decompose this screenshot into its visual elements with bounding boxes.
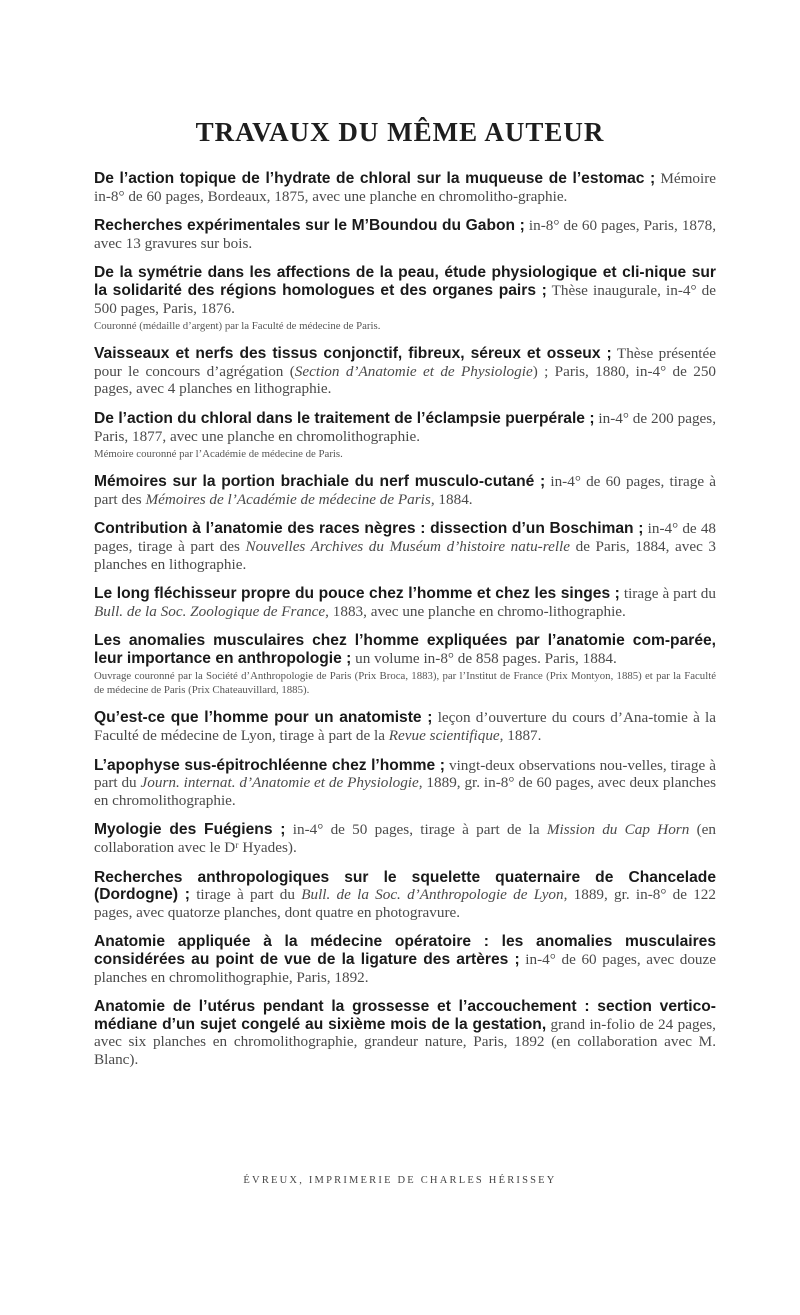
entry-detail: tirage à part du <box>619 585 716 603</box>
bibliography-entry <box>94 520 716 573</box>
bibliography-entry <box>94 933 716 986</box>
entry-text <box>94 821 716 856</box>
entry-title: Vaisseaux et nerfs des tissus conjonctif, fibreux, séreux et osseux ; <box>94 345 612 363</box>
entry-text <box>94 410 716 445</box>
entry-detail: un volume in-8° de 858 pages. Paris, 1884. <box>351 649 617 667</box>
entry-title: Anatomie appliquée à la médecine opératoire : les anomalies musculaires considérées au point de vue de la ligature des artères ; <box>94 933 716 968</box>
bibliography-entry <box>94 170 716 205</box>
entry-detail: in-4° de 50 pages, tirage à part de la <box>285 821 547 839</box>
entry-detail: Thèse inaugurale, in-4° de 500 pages, Paris, 1876. <box>94 281 716 317</box>
entry-italic-text: Mémoires de l’Académie de médecine de Paris <box>145 490 431 508</box>
bibliography-entry <box>94 585 716 620</box>
entry-title: De l’action du chloral dans le traitement de l’éclampsie puerpérale ; <box>94 409 595 427</box>
entry-title: Le long fléchisseur propre du pouce chez l’homme et chez les singes ; <box>94 585 620 603</box>
entry-text <box>94 709 716 744</box>
entry-detail: in-4° de 60 pages, avec douze planches en chromolithographie, Paris, 1892. <box>94 951 716 986</box>
entry-title: Myologie des Fuégiens ; <box>94 821 286 839</box>
entry-title: L’apophyse sus-épitrochléenne chez l’homme ; <box>94 756 445 774</box>
entry-detail: , 1889, gr. in-8° de 122 pages, avec quatorze planches, dont quatre en photogravure. <box>94 886 716 921</box>
entry-text <box>94 170 716 205</box>
entry-italic-text: Bull. de la Soc. Zoologique de France <box>94 602 326 620</box>
bibliography-entry <box>94 998 716 1068</box>
entry-note: Mémoire couronné par l’Académie de médecine de Paris. <box>94 448 343 461</box>
entry-italic-text: Bull. de la Soc. d’Anthropologie de Lyon <box>301 886 564 904</box>
entry-text <box>94 933 716 986</box>
entry-title: Anatomie de l’utérus pendant la grossesse et l’accouchement : section vertico-médiane d’un sujet congelé au sixième mois de la gestation, <box>94 998 716 1033</box>
entry-detail: Thèse présentée pour le concours d’agrégation ( <box>94 345 716 380</box>
entry-detail: , 1889, gr. in-8° de 60 pages, avec deux planches en chromolithographie. <box>94 774 716 809</box>
entry-text <box>94 757 716 810</box>
entry-text <box>94 998 716 1068</box>
entry-detail: in-4° de 48 pages, tirage à part des <box>94 520 717 555</box>
bibliography-entry <box>94 410 716 461</box>
bibliography-entry <box>94 709 716 744</box>
entry-title: De la symétrie dans les affections de la peau, étude physiologique et cli-nique sur la solidarité des régions homologues et des organes pairs ; <box>94 264 716 299</box>
entry-text <box>94 264 716 317</box>
entry-text <box>94 869 716 922</box>
entry-detail: in-8° de 60 pages, Paris, 1878, avec 13 gravures sur bois. <box>94 217 716 252</box>
entry-detail: grand in-folio de 24 pages, avec six planches en chromolithographie, grandeur nature, Paris, 1892 (en collaboration avec M. Blanc). <box>94 1015 716 1068</box>
bibliography-entry <box>94 632 716 697</box>
entry-title: Recherches anthropologiques sur le squelette quaternaire de Chancelade (Dordogne) ; <box>94 868 716 904</box>
entry-italic-text: Mission du Cap Horn <box>546 821 690 839</box>
entry-title: Recherches expérimentales sur le M’Boundou du Gabon ; <box>94 217 525 235</box>
entry-detail: , 1887. <box>499 727 542 745</box>
entry-italic-text: Journ. internat. d’Anatomie et de Physiologie <box>140 774 419 792</box>
entry-detail: in-4° de 60 pages, tirage à part des <box>94 473 716 508</box>
bibliography-entry <box>94 345 716 398</box>
entry-text <box>94 585 716 620</box>
entry-detail: (en collaboration avec le Dʳ Hyades). <box>94 821 716 857</box>
entry-title: Qu’est-ce que l’homme pour un anatomiste ; <box>94 709 433 727</box>
entry-detail: tirage à part du <box>189 886 302 904</box>
bibliography-list <box>94 170 716 1081</box>
entry-detail: ) ; Paris, 1880, in-4° de 250 pages, avec 4 planches en lithographie. <box>94 362 717 398</box>
entry-detail: , 1884. <box>430 490 473 508</box>
bibliography-entry <box>94 821 716 856</box>
page-heading: TRAVAUX DU MÊME AUTEUR <box>195 117 605 147</box>
bibliography-entry <box>94 473 716 508</box>
bibliography-entry <box>94 757 716 810</box>
entry-detail: Mémoire in-8° de 60 pages, Bordeaux, 1875, avec une planche en chromolitho-graphie. <box>94 170 716 205</box>
entry-text <box>94 632 716 667</box>
entry-title: Mémoires sur la portion brachiale du nerf musculo-cutané ; <box>94 473 546 491</box>
entry-detail: leçon d’ouverture du cours d’Ana-tomie à la Faculté de médecine de Lyon, tirage à part de la <box>94 709 716 745</box>
entry-detail: in-4° de 200 pages, Paris, 1877, avec une planche en chromolithographie. <box>94 409 716 445</box>
entry-detail: , 1883, avec une planche en chromo-lithographie. <box>325 602 626 620</box>
bibliography-entry <box>94 217 716 252</box>
bibliography-entry <box>94 264 716 333</box>
entry-detail: de Paris, 1884, avec 3 planches en lithographie. <box>94 537 717 573</box>
entry-text <box>94 217 716 252</box>
entry-italic-text: Revue scientifique <box>388 727 500 745</box>
bibliography-entry <box>94 869 716 922</box>
entry-italic-text: Section d’Anatomie et de Physiologie <box>294 362 533 380</box>
entry-note: Couronné (médaille d’argent) par la Faculté de médecine de Paris. <box>94 320 381 333</box>
entry-detail: vingt-deux observations nou-velles, tirage à part du <box>94 756 716 792</box>
printer-footer: ÉVREUX, IMPRIMERIE DE CHARLES HÉRISSEY <box>243 1175 557 1186</box>
entry-note: Ouvrage couronné par la Société d’Anthropologie de Paris (Prix Broca, 1883), par l’Institut de France (Prix Montyon, 1885) et par la Faculté de médecine de Paris (Prix Chateauvillard, 1885). <box>94 670 716 697</box>
entry-title: Les anomalies musculaires chez l’homme expliquées par l’anatomie com-parée, leur importance en anthropologie ; <box>94 632 716 667</box>
entry-italic-text: Nouvelles Archives du Muséum d’histoire natu-relle <box>245 537 571 555</box>
entry-title: De l’action topique de l’hydrate de chloral sur la muqueuse de l’estomac ; <box>94 170 656 187</box>
entry-text <box>94 473 716 508</box>
entry-text <box>94 345 716 398</box>
entry-text <box>94 520 716 573</box>
entry-title: Contribution à l’anatomie des races nègres : dissection d’un Boschiman ; <box>94 520 644 538</box>
